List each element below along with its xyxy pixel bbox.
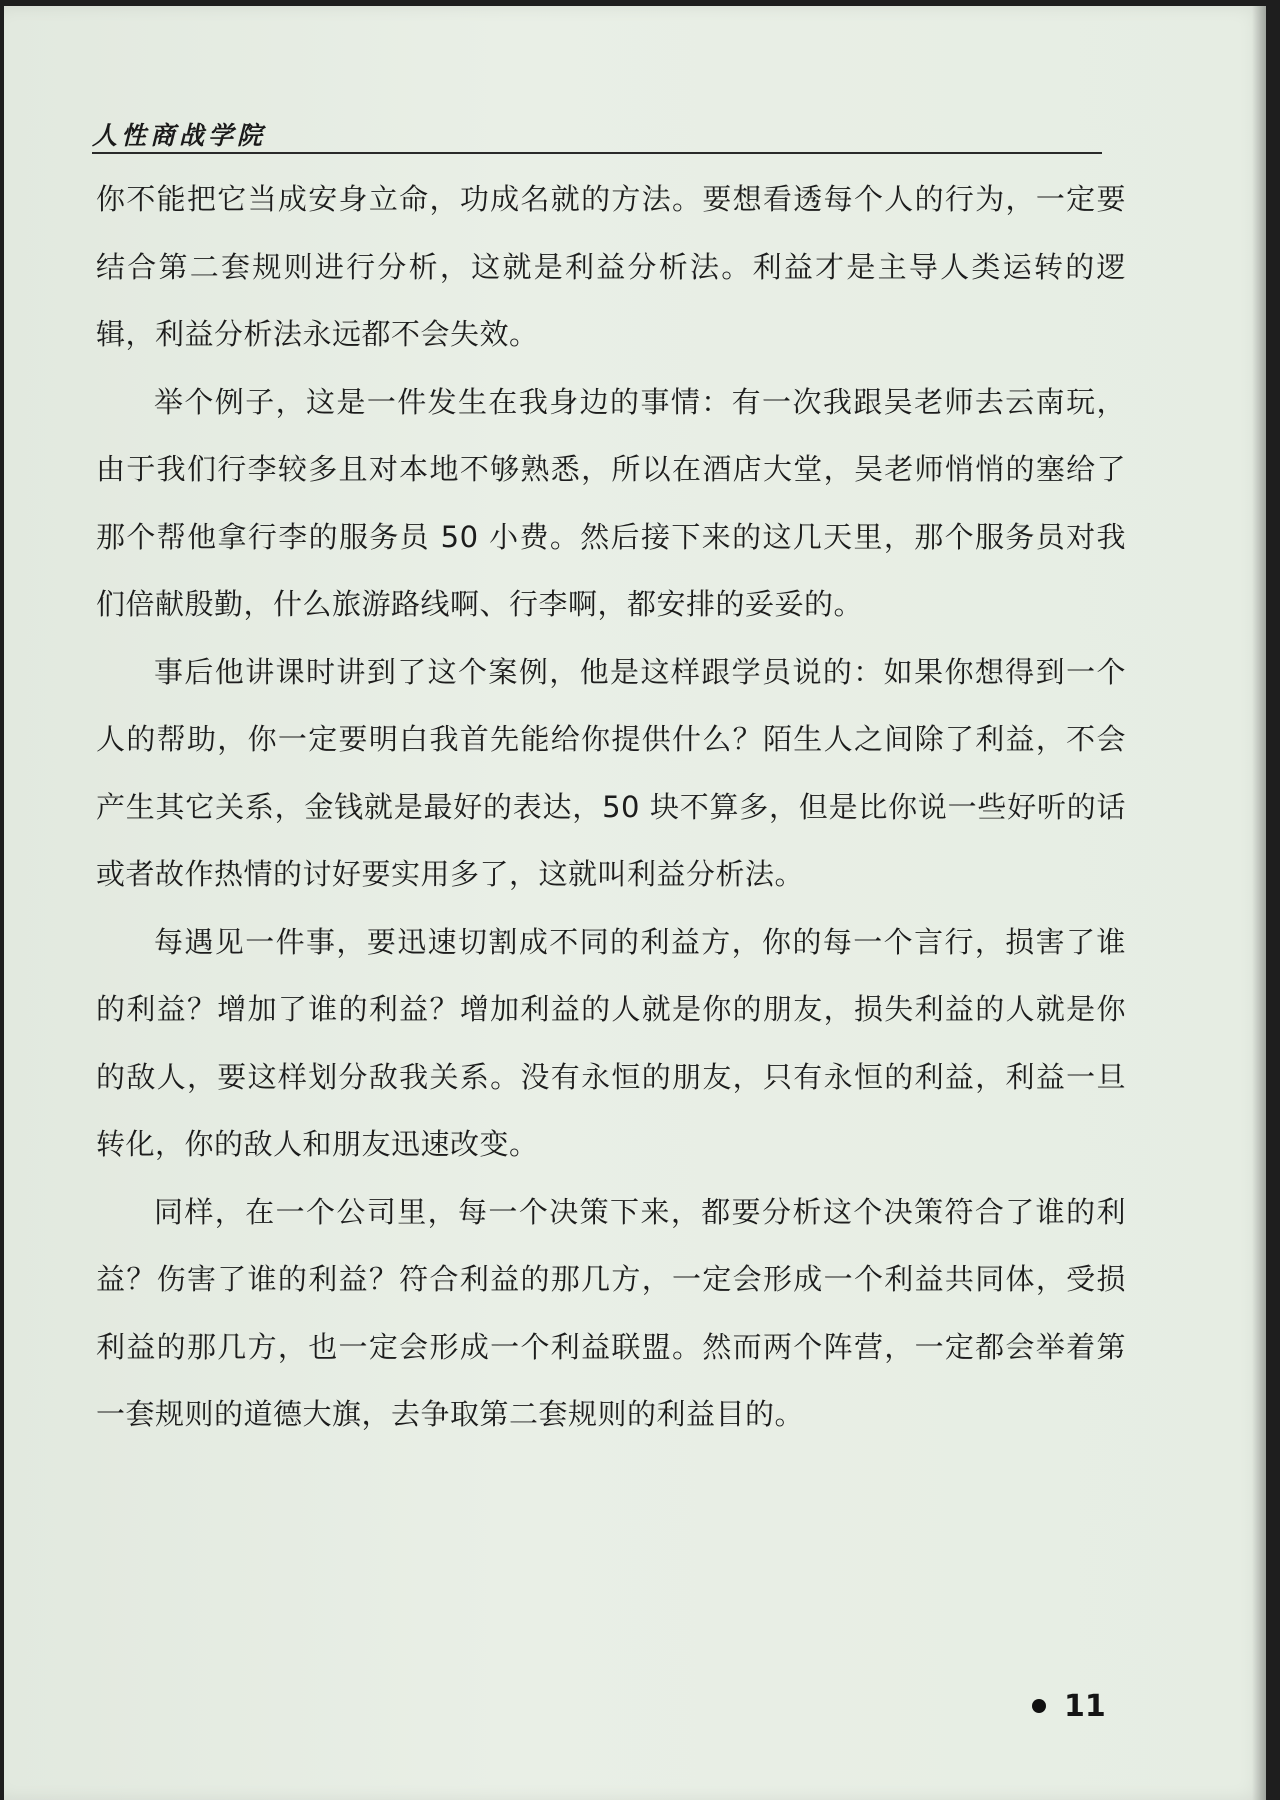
paragraph-1: 你不能把它当成安身立命，功成名就的方法。要想看透每个人的行为，一定要结合第二套规则进行分析，这就是利益分析法。利益才是主导人类运转的逻辑，利益分析法永远都不会失效。: [96, 182, 1126, 351]
bullet-dot-icon: [1032, 1699, 1046, 1713]
paragraph-2: 举个例子，这是一件发生在我身边的事情：有一次我跟吴老师去云南玩，由于我们行李较多且对本地不够熟悉，所以在酒店大堂，吴老师悄悄的塞给了那个帮他拿行李的服务员 50 小费。然后接下来的这几天里，那个服务员对我们倍献殷勤，什么旅游路线啊、行李啊，都安排的妥妥的。: [96, 384, 1126, 621]
paragraph-4: 每遇见一件事，要迅速切割成不同的利益方，你的每一个言行，损害了谁的利益？增加了谁的利益？增加利益的人就是你的朋友，损失利益的人就是你的敌人，要这样划分敌我关系。没有永恒的朋友，只有永恒的利益，利益一旦转化，你的敌人和朋友迅速改变。: [96, 924, 1126, 1161]
book-page: [4, 6, 1266, 1800]
page-edge-shadow: [1252, 6, 1266, 1800]
running-header: [92, 110, 1102, 156]
body-text: [96, 166, 1126, 1449]
header-title: 人性商战学院: [92, 121, 267, 150]
page-number: 11: [1064, 1688, 1106, 1724]
paragraph-5: 同样，在一个公司里，每一个决策下来，都要分析这个决策符合了谁的利益？伤害了谁的利益？符合利益的那几方，一定会形成一个利益共同体，受损利益的那几方，也一定会形成一个利益联盟。然而两个阵营，一定都会举着第一套规则的道德大旗，去争取第二套规则的利益目的。: [96, 1194, 1126, 1431]
header-rule: [92, 152, 1102, 154]
page-number-block: [1032, 1686, 1106, 1726]
paragraph-3: 事后他讲课时讲到了这个案例，他是这样跟学员说的：如果你想得到一个人的帮助，你一定要明白我首先能给你提供什么？陌生人之间除了利益，不会产生其它关系，金钱就是最好的表达，50 块不算多，但是比你说一些好听的话或者故作热情的讨好要实用多了，这就叫利益分析法。: [96, 654, 1126, 891]
